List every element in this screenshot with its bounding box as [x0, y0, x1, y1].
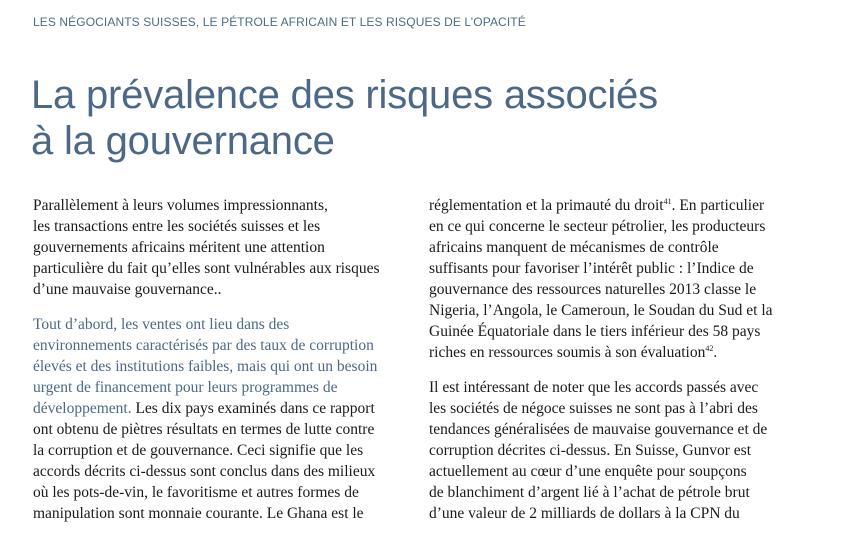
text-line	[429, 342, 829, 363]
text-fragment: . En particulier	[671, 197, 765, 214]
text-line: où les pots-de-vin, le favoritisme et autres formes de	[33, 484, 359, 501]
mixed-text-line	[33, 398, 403, 419]
text-line	[429, 195, 829, 216]
text-line: les transactions entre les sociétés suisses et les	[33, 218, 321, 235]
text-fragment: Les dix pays examinés dans ce rapport	[131, 400, 375, 417]
highlighted-text-line: environnements caractérisés par des taux de corruption	[33, 337, 374, 354]
text-line: Nigeria, l’Angola, le Cameroun, le Soudan du Sud et la	[429, 302, 773, 319]
page-title	[31, 72, 658, 164]
text-line: suffisants pour favoriser l’intérêt public : l’Indice de	[429, 260, 754, 277]
body-paragraph	[429, 377, 829, 524]
text-line: africains manquent de mécanismes de contrôle	[429, 239, 719, 256]
body-paragraph	[429, 195, 829, 363]
text-line: les sociétés de négoce suisses ne sont pas à l’abri des	[429, 400, 758, 417]
highlighted-text-line: urgent de financement pour leurs programmes de	[33, 379, 338, 396]
text-line: gouvernance des ressources naturelles 2013 classe le	[429, 281, 757, 298]
text-line: actuellement au cœur d’une enquête pour soupçons	[429, 463, 747, 480]
text-line: accords décrits ci-dessus sont conclus dans des milieux	[33, 463, 376, 480]
text-line: Parallèlement à leurs volumes impressionnants,	[33, 197, 328, 214]
text-line: tendances généralisées de mauvaise gouvernance et de	[429, 421, 768, 438]
body-paragraph	[33, 314, 403, 524]
text-line: particulière du fait qu’elles sont vulnérables aux risques	[33, 260, 380, 277]
text-line: ont obtenu de piètres résultats en termes de lutte contre	[33, 421, 375, 438]
title-line-1: La prévalence des risques associés	[31, 73, 658, 117]
text-fragment: réglementation et la primauté du droit	[429, 197, 664, 214]
highlighted-text: développement.	[33, 400, 132, 417]
text-line: corruption décrites ci-dessus. En Suisse, Gunvor est	[429, 442, 751, 459]
text-fragment: .	[713, 344, 718, 361]
title-line-2: à la gouvernance	[31, 119, 335, 163]
text-line: d’une mauvaise gouvernance..	[33, 281, 222, 298]
text-line: en ce qui concerne le secteur pétrolier, les producteurs	[429, 218, 766, 235]
running-head: LES NÉGOCIANTS SUISSES, LE PÉTROLE AFRICAIN ET LES RISQUES DE L’OPACITÉ	[33, 15, 526, 29]
text-line: la corruption et de gouvernance. Ceci signifie que les	[33, 442, 364, 459]
footnote-ref: 41	[663, 196, 672, 206]
right-column	[429, 195, 829, 538]
text-line: manipulation sont monnaie courante. Le Ghana est le	[33, 505, 364, 522]
footnote-ref: 42	[705, 343, 714, 353]
highlighted-text-line: Tout d’abord, les ventes ont lieu dans des	[33, 316, 290, 333]
left-column	[33, 195, 403, 538]
text-line: Guinée Équatoriale dans le tiers inférieur des 58 pays	[429, 323, 761, 340]
text-line: Il est intéressant de noter que les accords passés avec	[429, 379, 759, 396]
highlighted-text-line: élevés et des institutions faibles, mais qui ont un besoin	[33, 358, 378, 375]
text-line: d’une valeur de 2 milliards de dollars à la CPN du	[429, 505, 740, 522]
text-fragment: riches en ressources soumis à son évaluation	[429, 344, 706, 361]
text-line: de blanchiment d’argent lié à l’achat de pétrole brut	[429, 484, 750, 501]
intro-paragraph	[33, 195, 403, 300]
text-line: gouvernements africains méritent une attention	[33, 239, 325, 256]
